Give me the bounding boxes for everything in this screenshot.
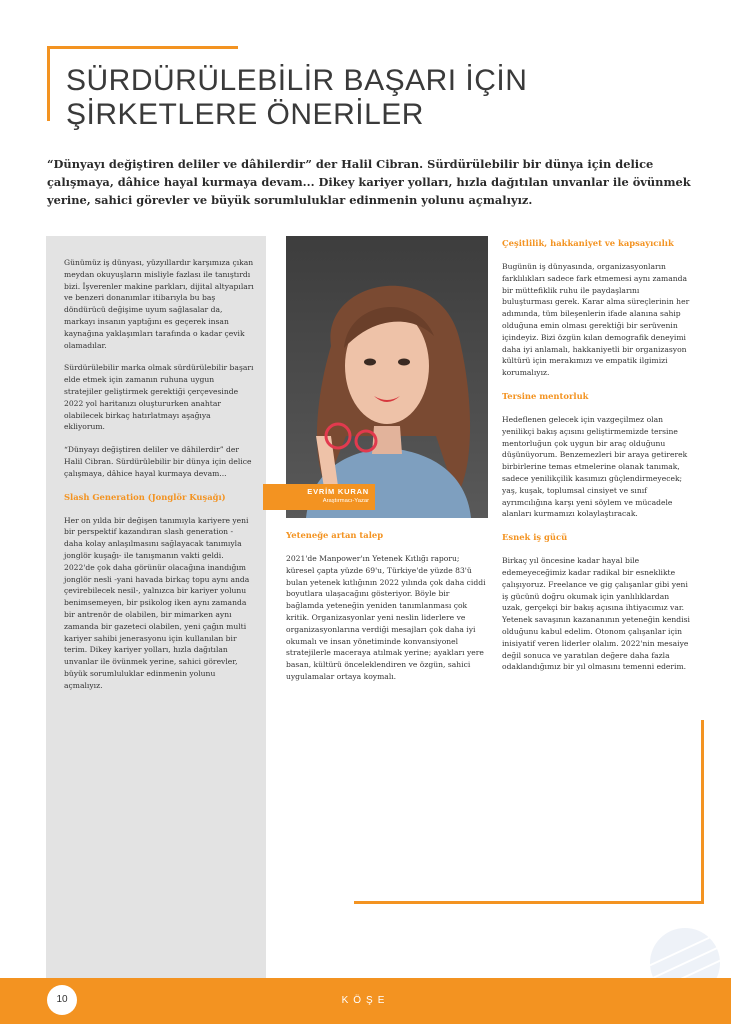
page-number: 10: [47, 985, 77, 1015]
paragraph: “Dünyayı değiştiren deliler ve dâhilerdir” der Halil Cibran. Sürdürülebilir bir dünya için delice çalışmaya, dâhice hayal kurmaya devam...: [64, 445, 252, 478]
author-portrait-illustration: [286, 236, 488, 518]
footer-bar: [0, 978, 731, 1024]
paragraph: Günümüz iş dünyası, yüzyıllardır karşımıza çıkan meydan okuyuşların misliyle fazlası ile tanıştırdı bizi. İşverenler makine parkları, dijital altyapıları ve benzeri donanımlar itibarıyla bu baş döndürücü değişime uyum sağlasalar da, markayı insanın yaptığını es geçerek insan kaynağına yaklaşımları tarafında o kadar çevik olamadılar.: [64, 258, 254, 350]
author-role: Araştırmacı-Yazar: [322, 498, 369, 504]
article-column-2: [286, 529, 486, 694]
author-name: EVRİM KURAN: [307, 487, 369, 496]
paragraph: Bugünün iş dünyasında, organizasyonların farklılıkları sadece fark etmemesi aynı zamanda bir müttefiklik ruhu ile paydaşlarını buluşturması gerek. Karar alma süreçlerinin her adımında, tüm bileşenlerin ifade alanına sahip olduğuna emin olması gerektiği bir serüvenin içindeyiz. Bizi özgün kılan demografik deneyimi daha iyi anlamalı, hakkaniyetli bir organizasyon kültürü için merakımızı ve empatik ilgimizi korumalıyız.: [502, 262, 690, 378]
photo-caption: [263, 484, 375, 510]
section-heading-reverse-mentoring: Tersine mentorluk: [502, 390, 589, 401]
paragraph: Her on yılda bir değişen tanımıyla kariyere yeni bir perspektif kazandıran slash generation - daha kolay anlaşılmasını sağlayacak tanımıyla jonglör kuşağı- ile tanışmanın vakti geldi. 2022'de çok daha görünür olacağına inandığım jonglör nesli -yani havada birkaç topu aynı anda çevirebilecek nesil-, yalnızca bir kariyer yolunu benimsemeyen, bir psikolog iken aynı zamanda bir antrenör de olabilen, bir mimarken aynı zamanda bir gazeteci olabilen, yeni çağın multi kariyer sahibi jenerasyonu için kullanılan bir terim. Dikey kariyer yolları, hızla dağıtılan unvanlar ile övünmek yerine, sahici görevler, büyük sorumluluklar edinmenin yolunu açmalıyız.: [64, 515, 250, 690]
page-title-line-1: SÜRDÜRÜLEBİLİR BAŞARI İÇİN: [66, 64, 528, 97]
article-column-3: [502, 237, 692, 684]
section-heading-flexible-workforce: Esnek iş gücü: [502, 532, 568, 543]
section-heading-talent-demand: Yeteneğe artan talep: [286, 530, 384, 540]
paragraph: Sürdürülebilir marka olmak sürdürülebilir başarı elde etmek için zamanın ruhuna uygun stratejiler geliştirmek gerektiği çerçevesinde 2022 yol haritanızı oluştururken anahtar olabilecek birkaç hatırlatmayı aşağıya ekliyorum.: [64, 363, 254, 432]
paragraph: Hedeflenen gelecek için vazgeçilmez olan yenilikçi bakış açısını geliştirmemizde tersine mentorluğun çok uygun bir araç olduğunu düşünüyorum. Benzemezleri bir araya getirerek birbirlerine temas etmelerine olanak tanımak, sadece yenilikçilik kasımızı güçlendirmeyecek; yaş, kuşak, toplumsal cinsiyet ve sınıf ayrımcılığına karşı yeni söylem ve mücadele alanları kurmamızı kolaylaştıracak.: [502, 414, 688, 519]
page-title: [66, 64, 527, 132]
article-column-1: [64, 257, 254, 703]
paragraph: Birkaç yıl öncesine kadar hayal bile edemeyeceğimiz kadar radikal bir esneklikte çalışıyoruz. Freelance ve gig çalışanlar gibi yeni iş gücünü doğru okumak için yanlılıklardan uzak, gerçekçi bir bakış açısına ihtiyacımız var. Yetenek savaşının kazananının yeteneğin kendisi olduğunu kabul edelim. Otonom çalışanlar için inisiyatif veren liderler olalım. 2022'nin mesaiye değil sonuca ve yaratılan değere daha fazla odaklandığımız bir yıl olmasını temenni ederim.: [502, 556, 690, 672]
paragraph: 2021'de Manpower'ın Yetenek Kıtlığı raporu; küresel çapta yüzde 69'u, Türkiye'de yüzde 83'ü bulan yetenek kıtlığının 2022 yılında çok daha ciddi boyutlara ulaşacağını gösteriyor. Böyle bir bağlamda yeteneğin yeniden tanımlanması çok kritik. Organizasyonlar yeni neslin liderlere ve organizasyonlarına verdiği mesajları çok daha iyi okumalı ve insan yönetiminde konvansiyonel stratejilerle maceraya atılmak yerine; ayakları yere basan, kültürü önceleklendiren ve özgün, sahici uygulamalar ortaya koymalı.: [286, 554, 486, 681]
lead-paragraph: “Dünyayı değiştiren deliler ve dâhilerdir” der Halil Cibran. Sürdürülebilir bir dünya için delice çalışmaya, dâhice hayal kurmaya devam... Dikey kariyer yolları, hızla dağıtılan unvanlar ile övünmek yerine, sahici görevler ve büyük sorumluluklar edinmenin yolunu açmalıyız.: [47, 157, 691, 207]
author-photo: [286, 236, 488, 518]
section-heading-diversity: Çeşitlilik, hakkaniyet ve kapsayıcılık: [502, 238, 674, 248]
section-label: KÖŞE: [341, 995, 390, 1006]
section-heading-slash-generation: Slash Generation (Jonglör Kuşağı): [64, 491, 226, 502]
page-title-line-2: ŞİRKETLERE ÖNERİLER: [66, 98, 424, 131]
closing-bracket: [354, 720, 704, 904]
